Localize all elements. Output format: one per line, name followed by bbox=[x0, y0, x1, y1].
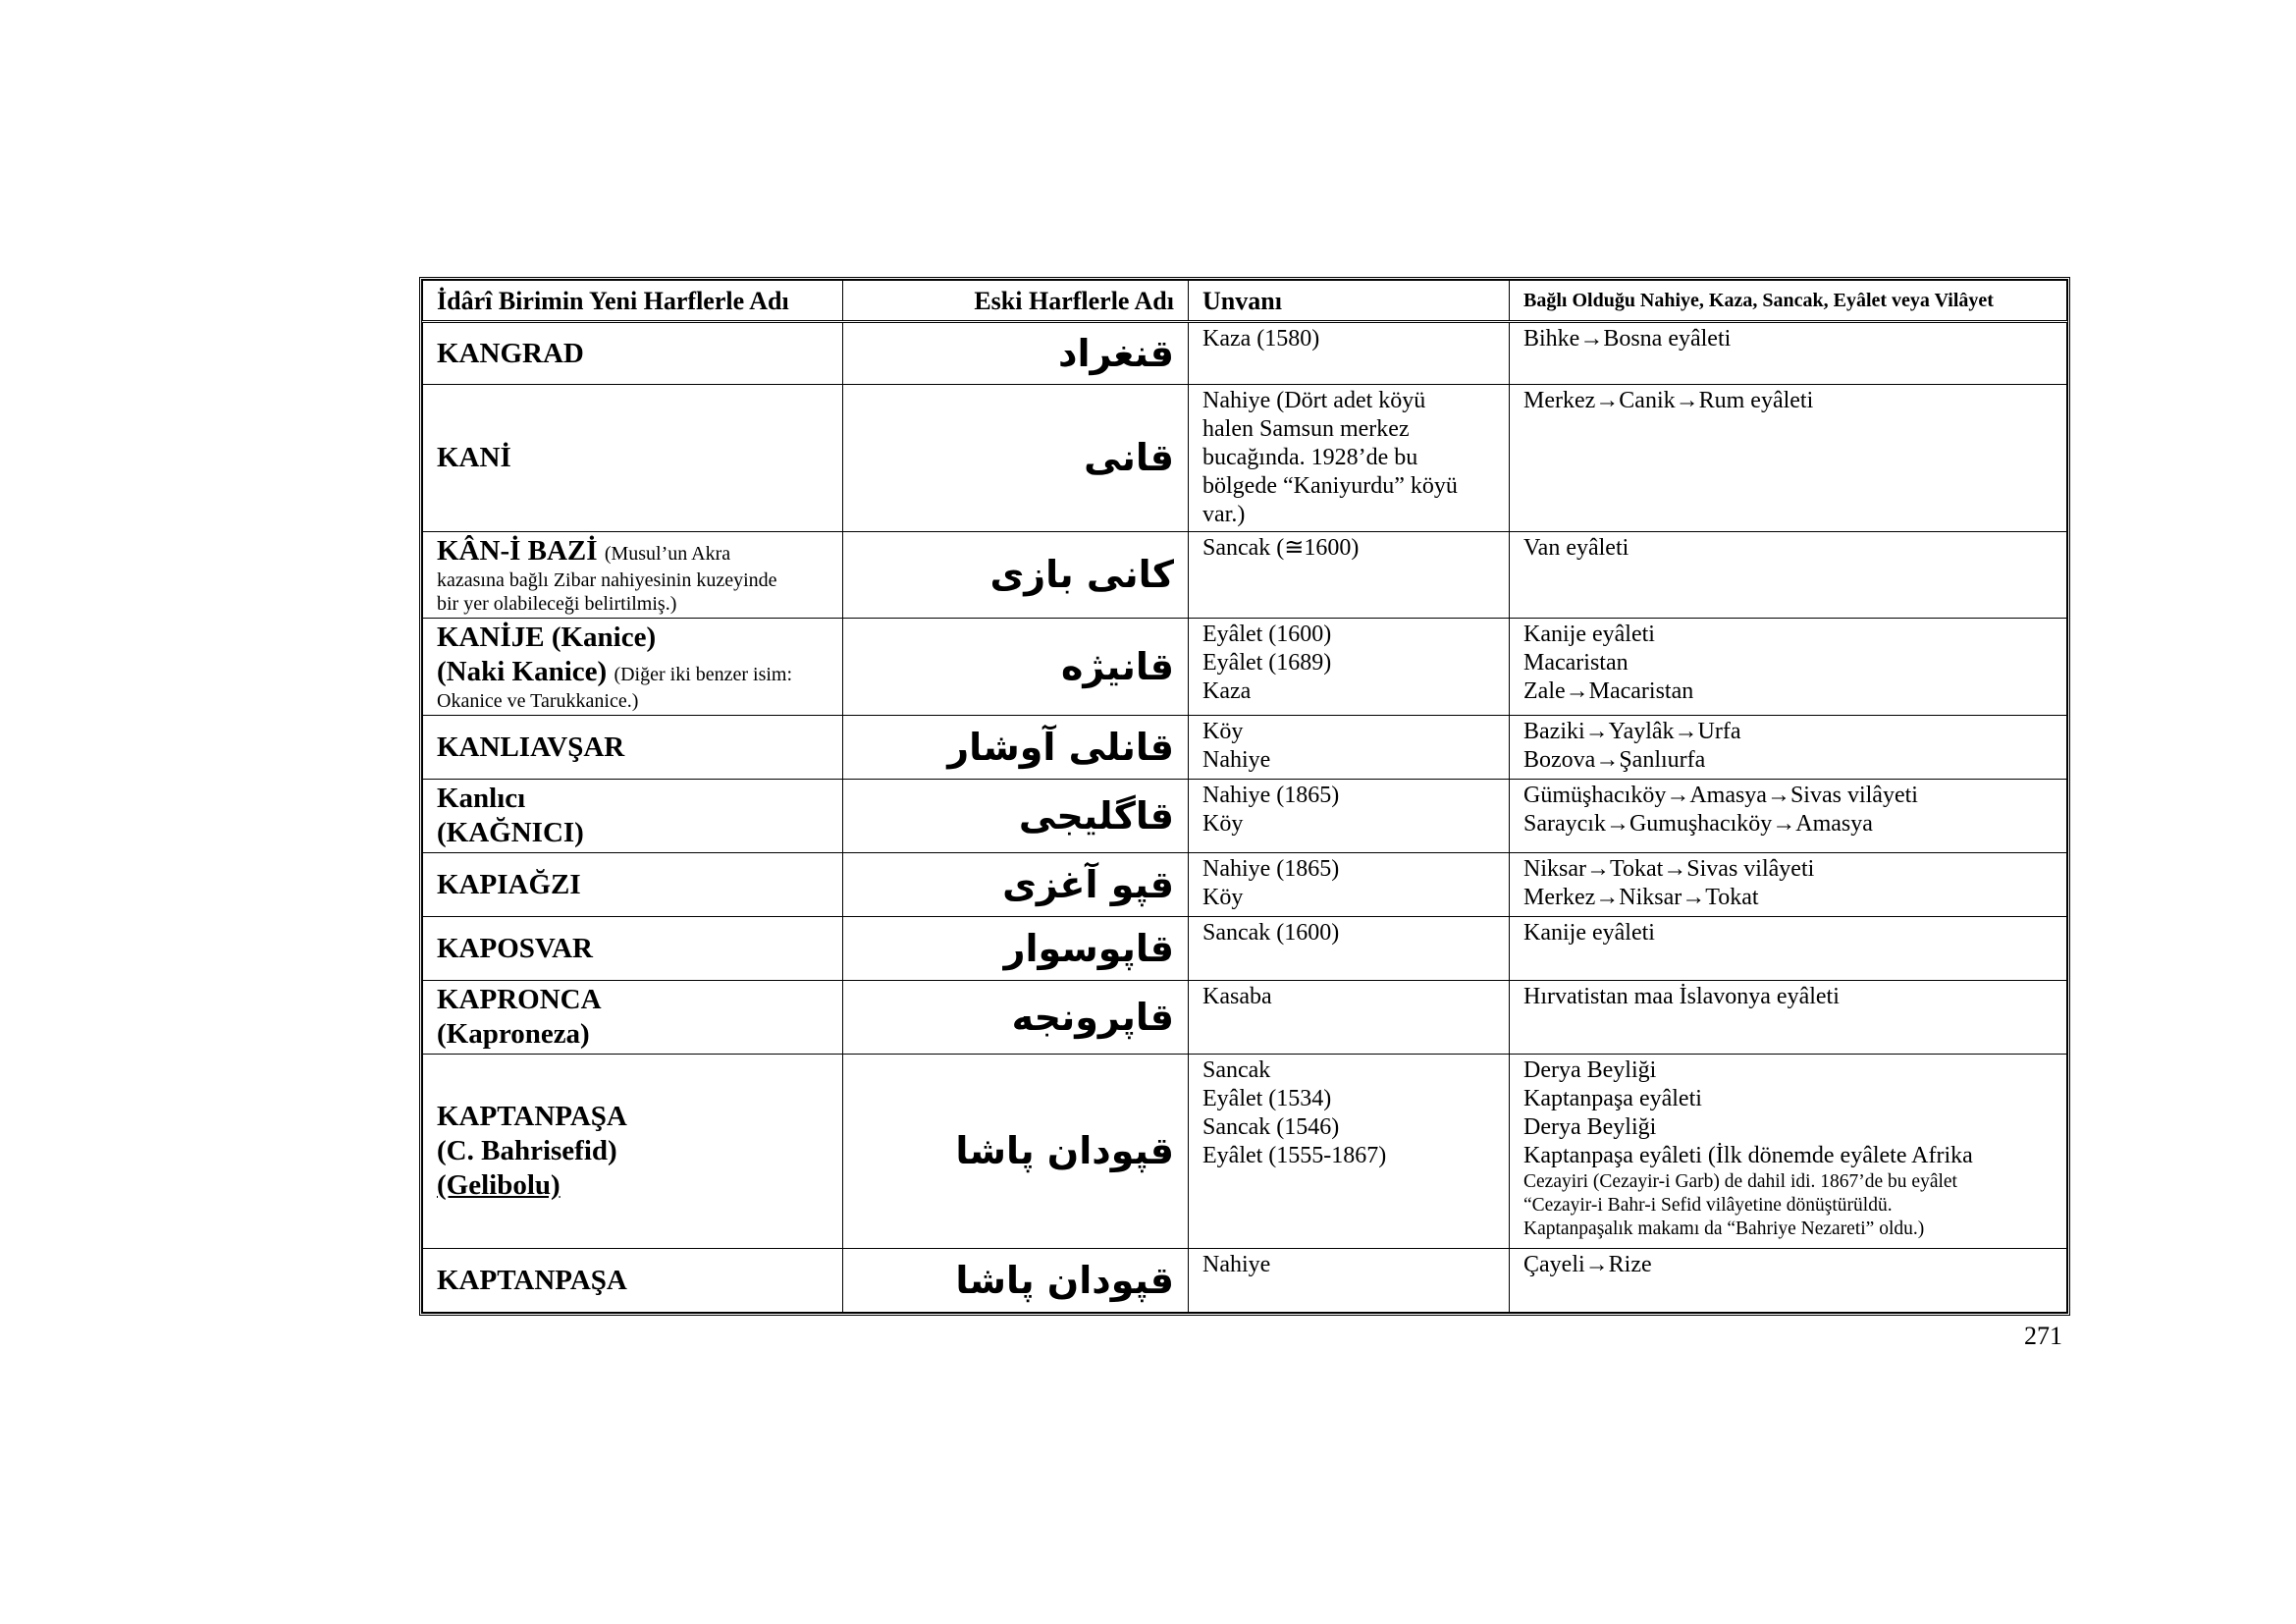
row-name: KANGRAD bbox=[423, 322, 843, 385]
row-name: Kanlıcı (KAĞNICI) bbox=[423, 780, 843, 853]
page-number: 271 bbox=[2024, 1322, 2062, 1350]
table-row bbox=[423, 532, 2067, 619]
row-parent: Kanije eyâleti bbox=[1510, 917, 2067, 981]
gazetteer-table bbox=[422, 280, 2067, 1313]
table-row bbox=[423, 780, 2067, 853]
row-parent: Çayeli→Rize bbox=[1510, 1249, 2067, 1313]
row-parent: Kanije eyâleti Macaristan Zale→Macaristan bbox=[1510, 619, 2067, 716]
row-title: Nahiye (1865) Köy bbox=[1189, 853, 1510, 917]
row-arabic: قاگليجى bbox=[843, 780, 1189, 853]
row-name: KAPRONCA (Kaproneza) bbox=[423, 981, 843, 1055]
row-title: Köy Nahiye bbox=[1189, 716, 1510, 780]
row-parent: Niksar→Tokat→Sivas vilâyeti Merkez→Niksar→Tokat bbox=[1510, 853, 2067, 917]
row-arabic: قنغراد bbox=[843, 322, 1189, 385]
row-title: Nahiye (Dört adet köyü halen Samsun merkez bucağında. 1928’de bu bölgede “Kaniyurdu” köyü var.) bbox=[1189, 385, 1510, 532]
table-header-row bbox=[423, 281, 2067, 322]
header-title: Unvanı bbox=[1189, 281, 1510, 322]
header-name-old: Eski Harflerle Adı bbox=[843, 281, 1189, 322]
row-arabic: قانى bbox=[843, 385, 1189, 532]
table-row bbox=[423, 1249, 2067, 1313]
table-row bbox=[423, 981, 2067, 1055]
row-name: KAPOSVAR bbox=[423, 917, 843, 981]
row-parent: Baziki→Yaylâk→Urfa Bozova→Şanlıurfa bbox=[1510, 716, 2067, 780]
table-row bbox=[423, 917, 2067, 981]
table-row bbox=[423, 1055, 2067, 1249]
row-arabic: قپودان پاشا bbox=[843, 1249, 1189, 1313]
row-arabic: قانلى آوشار bbox=[843, 716, 1189, 780]
header-parent: Bağlı Olduğu Nahiye, Kaza, Sancak, Eyâlet veya Vilâyet bbox=[1510, 281, 2067, 322]
row-arabic: قاپرونجه bbox=[843, 981, 1189, 1055]
table-row bbox=[423, 853, 2067, 917]
row-name: KAPIAĞZI bbox=[423, 853, 843, 917]
row-parent: Merkez→Canik→Rum eyâleti bbox=[1510, 385, 2067, 532]
row-name: KAPTANPAŞA (C. Bahrisefid) (Gelibolu) bbox=[423, 1055, 843, 1249]
table-row bbox=[423, 385, 2067, 532]
row-arabic: قانيژه bbox=[843, 619, 1189, 716]
row-title: Kasaba bbox=[1189, 981, 1510, 1055]
row-arabic: قپو آغزى bbox=[843, 853, 1189, 917]
row-name: KANİJE (Kanice) (Naki Kanice) (Diğer iki benzer isim: Okanice ve Tarukkanice.) bbox=[423, 619, 843, 716]
row-arabic: قپودان پاشا bbox=[843, 1055, 1189, 1249]
table-row bbox=[423, 716, 2067, 780]
row-title: Sancak Eyâlet (1534) Sancak (1546) Eyâlet (1555-1867) bbox=[1189, 1055, 1510, 1249]
row-title: Kaza (1580) bbox=[1189, 322, 1510, 385]
row-parent: Derya Beyliği Kaptanpaşa eyâleti Derya Beyliği Kaptanpaşa eyâleti (İlk dönemde eyâlete Afrika Cezayiri (Cezayir-i Garb) de dahil idi. 1867’de bu eyâlet “Cezayir-i Bahr-i Sefid vilâyetine dönüştürüldü. Kaptanpaşalık makamı da “Bahriye Nezareti” oldu.) bbox=[1510, 1055, 2067, 1249]
row-parent: Hırvatistan maa İslavonya eyâleti bbox=[1510, 981, 2067, 1055]
row-name: KANİ bbox=[423, 385, 843, 532]
table-row bbox=[423, 619, 2067, 716]
row-parent: Van eyâleti bbox=[1510, 532, 2067, 619]
row-name: KAPTANPAŞA bbox=[423, 1249, 843, 1313]
row-title: Eyâlet (1600) Eyâlet (1689) Kaza bbox=[1189, 619, 1510, 716]
row-title: Sancak (1600) bbox=[1189, 917, 1510, 981]
row-name: KÂN-İ BAZİ (Musul’un Akra kazasına bağlı Zibar nahiyesinin kuzeyinde bir yer olabileceği belirtilmiş.) bbox=[423, 532, 843, 619]
header-name-new: İdârî Birimin Yeni Harflerle Adı bbox=[423, 281, 843, 322]
row-parent: Gümüşhacıköy→Amasya→Sivas vilâyeti Saraycık→Gumuşhacıköy→Amasya bbox=[1510, 780, 2067, 853]
table-row bbox=[423, 322, 2067, 385]
row-parent: Bihke→Bosna eyâleti bbox=[1510, 322, 2067, 385]
gazetteer-table-frame bbox=[419, 277, 2070, 1316]
row-arabic: قاپوسوار bbox=[843, 917, 1189, 981]
row-title: Sancak (≅1600) bbox=[1189, 532, 1510, 619]
row-name: KANLIAVŞAR bbox=[423, 716, 843, 780]
row-arabic: كانى بازى bbox=[843, 532, 1189, 619]
row-title: Nahiye bbox=[1189, 1249, 1510, 1313]
row-title: Nahiye (1865) Köy bbox=[1189, 780, 1510, 853]
